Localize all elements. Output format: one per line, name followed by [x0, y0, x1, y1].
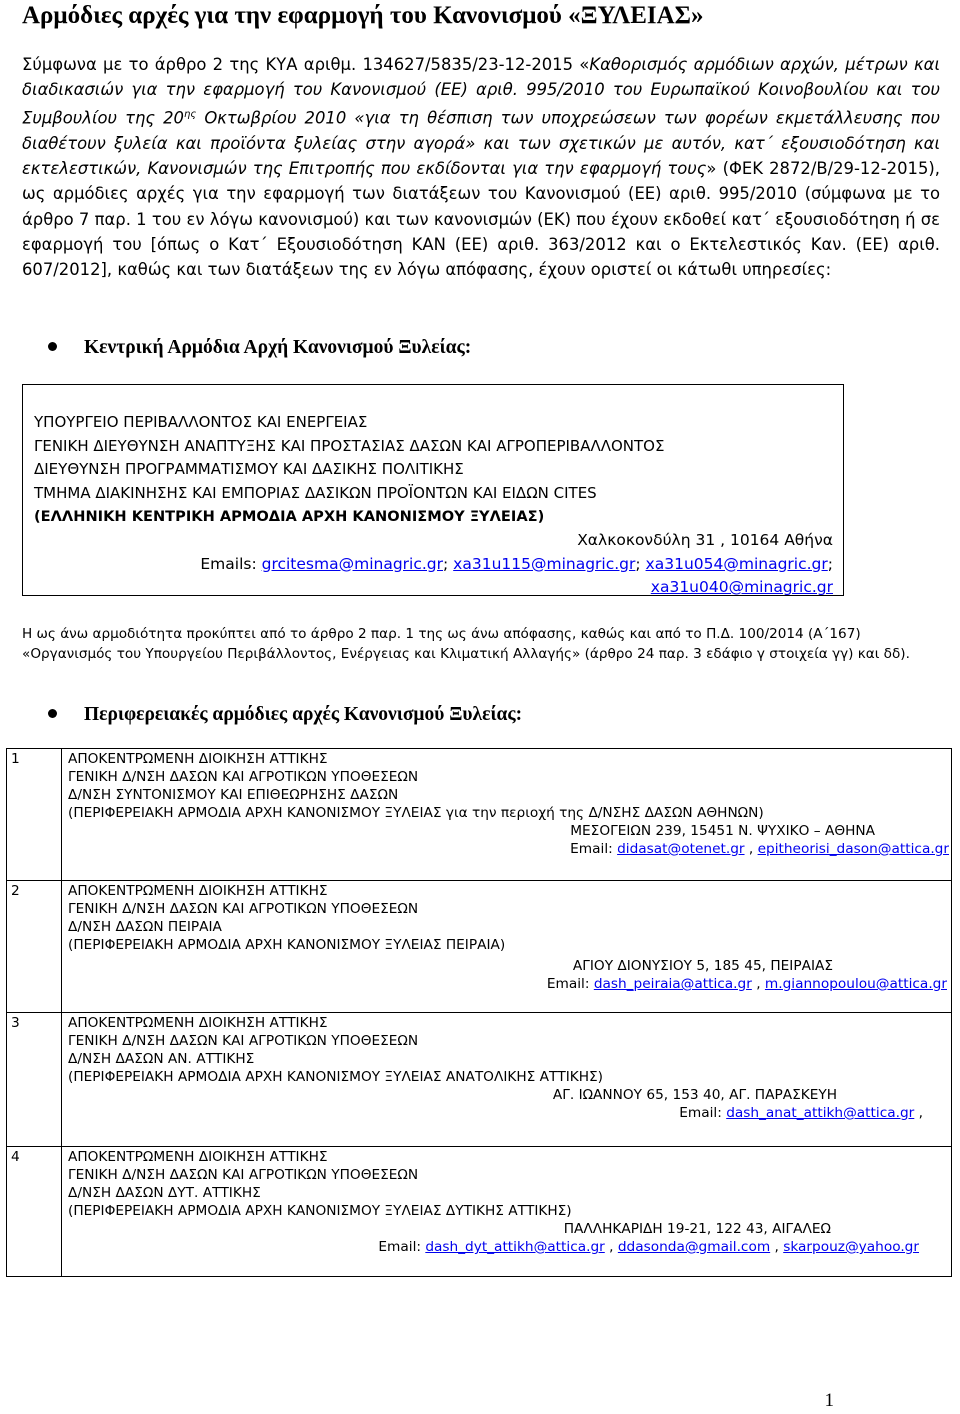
row-content [62, 1013, 952, 1147]
table-row [7, 881, 952, 1013]
email-link[interactable]: dash_anat_attikh@attica.gr [726, 1105, 915, 1121]
email-separator: , [744, 841, 758, 857]
intro-text-1: Σύμφωνα με το άρθρο 2 της ΚΥΑ αριθμ. 134627/5835/23-12-2015 « [22, 55, 590, 74]
bullet-icon [48, 709, 57, 718]
email-separator: ; [827, 554, 833, 573]
email-trailing-comma: , [914, 1105, 923, 1121]
email-link[interactable]: epitheorisi_dason@attica.gr [757, 841, 949, 857]
intro-superscript: ης [184, 109, 197, 121]
email-separator: , [751, 976, 765, 992]
row-line: (ΠΕΡΙΦΕΡΕΙΑΚΗ ΑΡΜΟΔΙΑ ΑΡΧΗ ΚΑΝΟΝΙΣΜΟΥ ΞΥΛΕΙΑΣ ΠΕΙΡΑΙΑ) [68, 937, 506, 953]
row-address: ΑΓ. ΙΩΑΝΝΟΥ 65, 153 40, ΑΓ. ΠΑΡΑΣΚΕΥΗ [552, 1087, 837, 1103]
email-separator: , [770, 1239, 784, 1255]
row-number: 1 [7, 749, 62, 881]
row-emails [68, 1238, 949, 1256]
page-number: 1 [824, 1390, 834, 1411]
email-link[interactable]: xa31u040@minagric.gr [650, 578, 833, 597]
central-address: Χαλκοκονδύλη 31 , 10164 Αθήνα [577, 530, 833, 549]
legal-basis-paragraph: Η ως άνω αρμοδιότητα προκύπτει από το άρθρο 2 παρ. 1 της ως άνω απόφασης, καθώς και από το Π.Δ. 100/2014 (Α΄167) «Οργανισμός του Υπουργείου Περιβάλλοντος, Ενέργειας και Κλιματική Αλλαγής» (άρθρο 24 παρ. 3 εδάφιο γ στοιχεία γγ) και δδ). [22, 626, 910, 662]
table-row [7, 749, 952, 881]
row-number: 4 [7, 1147, 62, 1277]
table-row [7, 1147, 952, 1277]
row-line: ΑΠΟΚΕΝΤΡΩΜΕΝΗ ΔΙΟΙΚΗΣΗ ΑΤΤΙΚΗΣ [68, 1015, 328, 1031]
intro-paragraph [22, 52, 940, 282]
regional-authorities-table [6, 748, 952, 1277]
row-line: Δ/ΝΣΗ ΔΑΣΩΝ ΠΕΙΡΑΙΑ [68, 919, 222, 935]
email-link[interactable]: dash_dyt_attikh@attica.gr [425, 1239, 605, 1255]
bullet-icon [48, 342, 57, 351]
central-line-department: ΤΜΗΜΑ ΔΙΑΚΙΝΗΣΗΣ ΚΑΙ ΕΜΠΟΡΙΑΣ ΔΑΣΙΚΩΝ ΠΡΟΪΟΝΤΩΝ ΚΑΙ ΕΙΔΩΝ CITES [34, 483, 597, 502]
row-line: ΑΠΟΚΕΝΤΡΩΜΕΝΗ ΔΙΟΙΚΗΣΗ ΑΤΤΙΚΗΣ [68, 1149, 328, 1165]
row-address: ΑΓΙΟΥ ΔΙΟΝΥΣΙΟΥ 5, 185 45, ΠΕΙΡΑΙΑΣ [572, 958, 833, 974]
regional-authorities-heading [48, 704, 522, 726]
row-emails [68, 975, 949, 993]
email-label: Email: [570, 841, 618, 857]
row-line: (ΠΕΡΙΦΕΡΕΙΑΚΗ ΑΡΜΟΔΙΑ ΑΡΧΗ ΚΑΝΟΝΙΣΜΟΥ ΞΥΛΕΙΑΣ για την περιοχή της Δ/ΝΣΗΣ ΔΑΣΩΝ ΑΘΗΝΩΝ) [68, 805, 764, 821]
email-link[interactable]: ddasonda@gmail.com [617, 1239, 771, 1255]
row-line: ΑΠΟΚΕΝΤΡΩΜΕΝΗ ΔΙΟΙΚΗΣΗ ΑΤΤΙΚΗΣ [68, 883, 328, 899]
central-emails-line2 [34, 576, 843, 600]
row-line: (ΠΕΡΙΦΕΡΕΙΑΚΗ ΑΡΜΟΔΙΑ ΑΡΧΗ ΚΑΝΟΝΙΣΜΟΥ ΞΥΛΕΙΑΣ ΑΝΑΤΟΛΙΚΗΣ ΑΤΤΙΚΗΣ) [68, 1069, 604, 1085]
row-line: ΑΠΟΚΕΝΤΡΩΜΕΝΗ ΔΙΟΙΚΗΣΗ ΑΤΤΙΚΗΣ [68, 751, 328, 767]
email-label: Email: [679, 1105, 727, 1121]
central-line-general-directorate: ΓΕΝΙΚΗ ΔΙΕΥΘΥΝΣΗ ΑΝΑΠΤΥΞΗΣ ΚΑΙ ΠΡΟΣΤΑΣΙΑΣ ΔΑΣΩΝ ΚΑΙ ΑΓΡΟΠΕΡΙΒΑΛΛΟΝΤΟΣ [34, 436, 665, 455]
email-label: Email: [546, 976, 594, 992]
row-emails [68, 1104, 949, 1122]
intro-text-italic-1: Καθορισμός αρμόδιων αρχών, μέτρων και διαδικασιών για την εφαρμογή του Κανονισμού (ΕΕ) αριθ. 995/2010 του Ευρωπαϊκού Κοινοβουλίου και του Συμβουλίου της 20 [22, 55, 940, 128]
email-link[interactable]: skarpouz@yahoo.gr [783, 1239, 919, 1255]
row-line: ΓΕΝΙΚΗ Δ/ΝΣΗ ΔΑΣΩΝ ΚΑΙ ΑΓΡΟΤΙΚΩΝ ΥΠΟΘΕΣΕΩΝ [68, 901, 419, 917]
row-line: Δ/ΝΣΗ ΔΑΣΩΝ ΔΥΤ. ΑΤΤΙΚΗΣ [68, 1185, 261, 1201]
email-separator: ; [443, 554, 454, 573]
central-authority-name: (ΕΛΛΗΝΙΚΗ ΚΕΝΤΡΙΚΗ ΑΡΜΟΔΙΑ ΑΡΧΗ ΚΑΝΟΝΙΣΜΟΥ ΞΥΛΕΙΑΣ) [34, 508, 545, 526]
central-authority-box [22, 384, 844, 596]
email-link[interactable]: xa31u054@minagric.gr [645, 554, 828, 573]
row-address: ΜΕΣΟΓΕΙΩΝ 239, 15451 Ν. ΨΥΧΙΚΟ – ΑΘΗΝΑ [570, 823, 875, 839]
central-heading-text: Κεντρική Αρμόδια Αρχή Κανονισμού Ξυλείας: [84, 337, 472, 358]
row-number: 2 [7, 881, 62, 1013]
row-line: ΓΕΝΙΚΗ Δ/ΝΣΗ ΔΑΣΩΝ ΚΑΙ ΑΓΡΟΤΙΚΩΝ ΥΠΟΘΕΣΕΩΝ [68, 769, 419, 785]
intro-text-italic-2: Οκτωβρίου 2010 «για τη θέσπιση των υποχρεώσεων των φορέων εκμετάλλευσης που διαθέτουν ξυλεία και προϊόντα ξυλείας στην αγορά» και των σχετικών με αυτόν, κατ΄ εξουσιοδότηση και εκτελεστικών, Κανονισμών της Επιτροπής που εκδίδονται για την εφαρμογή τους [22, 108, 940, 179]
emails-label: Emails: [200, 554, 262, 573]
row-line: Δ/ΝΣΗ ΔΑΣΩΝ ΑΝ. ΑΤΤΙΚΗΣ [68, 1051, 255, 1067]
table-row [7, 1013, 952, 1147]
email-separator: , [604, 1239, 618, 1255]
row-address: ΠΑΛΛΗΚΑΡΙΔΗ 19-21, 122 43, ΑΙΓΑΛΕΩ [563, 1221, 831, 1237]
row-number: 3 [7, 1013, 62, 1147]
row-content [62, 881, 952, 1013]
central-emails [34, 553, 843, 577]
email-separator: ; [635, 554, 646, 573]
page-title: Αρμόδιες αρχές για την εφαρμογή του Κανονισμού «ΞΥΛΕΙΑΣ» [22, 2, 704, 29]
email-link[interactable]: didasat@otenet.gr [617, 841, 745, 857]
email-link[interactable]: grcitesma@minagric.gr [261, 554, 444, 573]
regional-heading-text: Περιφερειακές αρμόδιες αρχές Κανονισμού Ξυλείας: [84, 704, 523, 725]
intro-text-2: » (ΦΕΚ 2872/Β/29-12-2015), ως αρμόδιες αρχές για την εφαρμογή των διατάξεων του Κανονισμού (ΕΕ) αριθ. 995/2010 (σύμφωνα με το άρθρο 7 παρ. 1 του εν λόγω κανονισμού) και των κανονισμών (ΕΚ) που έχουν εκδοθεί κατ΄ εξουσιοδότηση ή σε εφαρμογή του [όπως ο Κατ΄ Εξουσιοδότηση ΚΑΝ (ΕΕ) αριθ. 363/2012 και ο Εκτελεστικός Καν. (ΕΕ) αριθ. 607/2012], καθώς και των διατάξεων της εν λόγω απόφασης, έχουν οριστεί οι κάτωθι υπηρεσίες: [22, 159, 940, 280]
email-label: Email: [378, 1239, 426, 1255]
central-authority-heading [48, 337, 471, 359]
row-content [62, 1147, 952, 1277]
central-line-directorate: ΔΙΕΥΘΥΝΣΗ ΠΡΟΓΡΑΜΜΑΤΙΣΜΟΥ ΚΑΙ ΔΑΣΙΚΗΣ ΠΟΛΙΤΙΚΗΣ [34, 460, 464, 479]
email-link[interactable]: xa31u115@minagric.gr [453, 554, 636, 573]
row-emails [68, 840, 949, 858]
email-link[interactable]: dash_peiraia@attica.gr [593, 976, 752, 992]
central-line-ministry: ΥΠΟΥΡΓΕΙΟ ΠΕΡΙΒΑΛΛΟΝΤΟΣ ΚΑΙ ΕΝΕΡΓΕΙΑΣ [34, 413, 368, 431]
email-link[interactable]: m.giannopoulou@attica.gr [764, 976, 947, 992]
row-line: ΓΕΝΙΚΗ Δ/ΝΣΗ ΔΑΣΩΝ ΚΑΙ ΑΓΡΟΤΙΚΩΝ ΥΠΟΘΕΣΕΩΝ [68, 1167, 419, 1183]
row-content [62, 749, 952, 881]
row-line: ΓΕΝΙΚΗ Δ/ΝΣΗ ΔΑΣΩΝ ΚΑΙ ΑΓΡΟΤΙΚΩΝ ΥΠΟΘΕΣΕΩΝ [68, 1033, 419, 1049]
row-line: (ΠΕΡΙΦΕΡΕΙΑΚΗ ΑΡΜΟΔΙΑ ΑΡΧΗ ΚΑΝΟΝΙΣΜΟΥ ΞΥΛΕΙΑΣ ΔΥΤΙΚΗΣ ΑΤΤΙΚΗΣ) [68, 1203, 572, 1219]
row-line: Δ/ΝΣΗ ΣΥΝΤΟΝΙΣΜΟΥ ΚΑΙ ΕΠΙΘΕΩΡΗΣΗΣ ΔΑΣΩΝ [68, 787, 399, 803]
